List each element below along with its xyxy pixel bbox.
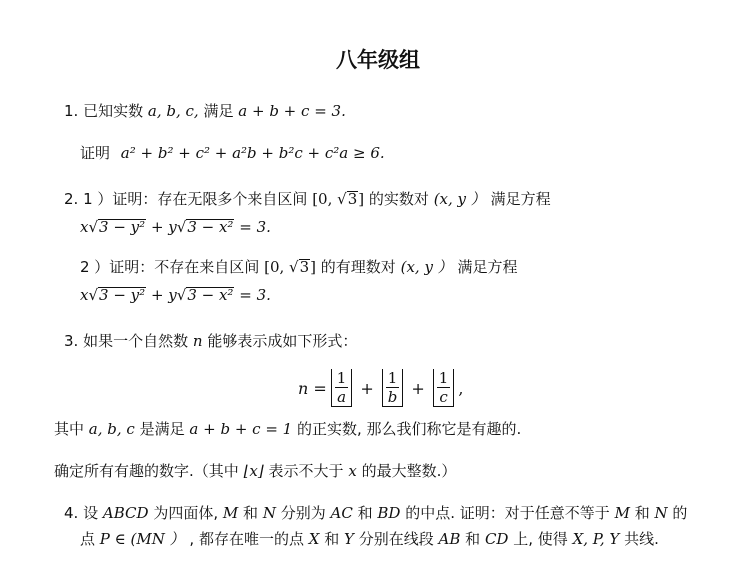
problem-1-condition: a + b + c = 3. [238,102,346,120]
satisfy-equation: 满足方程 [490,190,551,208]
problem-1-number: 1. [64,102,79,120]
interval: [0, √3] [312,190,365,208]
problem-3-task: 确定所有有趣的数字.（其中 ⌊x⌋ 表示不大于 x 的最大整数.） [54,462,457,480]
floor-term-b: $\frac{1}{b}$ [382,369,404,407]
prove-label: 证明 [80,144,111,162]
problem-1-text-satisfy: 满足 [203,102,234,120]
problem-4-number: 4. [64,504,79,522]
part-2-prefix: 2 ）证明：不存在来自区间 [80,258,260,276]
problem-2-part-1 [64,188,551,210]
floor-term-c: $\frac{1}{c}$ [433,369,455,407]
equation-1: x√3 − y² + y√3 − x² = 3. [80,218,271,236]
problem-1-text: 已知实数 [83,102,144,120]
problem-1-vars: a, b, c, [147,102,199,120]
equation-2: x√3 − y² + y√3 − x² = 3. [80,286,271,304]
part-1-suffix: 的实数对 [368,190,429,208]
page-title: 八年级组 [336,48,420,72]
pair: (x, y ） [433,190,486,208]
pair: (x, y ） [400,258,453,276]
problem-1-inequality: a² + b² + c² + a²b + b²c + c²a ≥ 6. [120,144,385,162]
problem-1-statement [64,100,346,122]
problem-4-line-1: 4. 设 ABCD 为四面体, M 和 N 分别为 AC 和 BD 的中点. 证明：对于任意不等于 M 和 N 的 [64,504,688,522]
problem-2-number: 2. [64,190,79,208]
interval: [0, √3] [264,258,317,276]
part-2-suffix: 的有理数对 [320,258,396,276]
problem-1-prove [80,142,385,164]
satisfy-equation: 满足方程 [457,258,518,276]
problem-3-number: 3. [64,332,79,350]
problem-2-part-2 [80,256,517,278]
floor-sum-formula: n = $\frac{1}{a}$ + $\frac{1}{b}$ + $\frac{1}{c}$ , [298,369,464,406]
floor-term-a: $\frac{1}{a}$ [331,369,353,407]
part-1-prefix: 1 ）证明：存在无限多个来自区间 [83,190,308,208]
problem-4-line-2: 点 P ∈ (MN ） , 都存在唯一的点 X 和 Y 分别在线段 AB 和 CD 上, 使得 X, P, Y 共线. [80,530,659,548]
problem-3-where: 其中 a, b, c 是满足 a + b + c = 1 的正实数, 那么我们称它是有趣的. [54,420,522,438]
problem-3-intro: 3. 如果一个自然数 n 能够表示成如下形式： [64,332,358,350]
